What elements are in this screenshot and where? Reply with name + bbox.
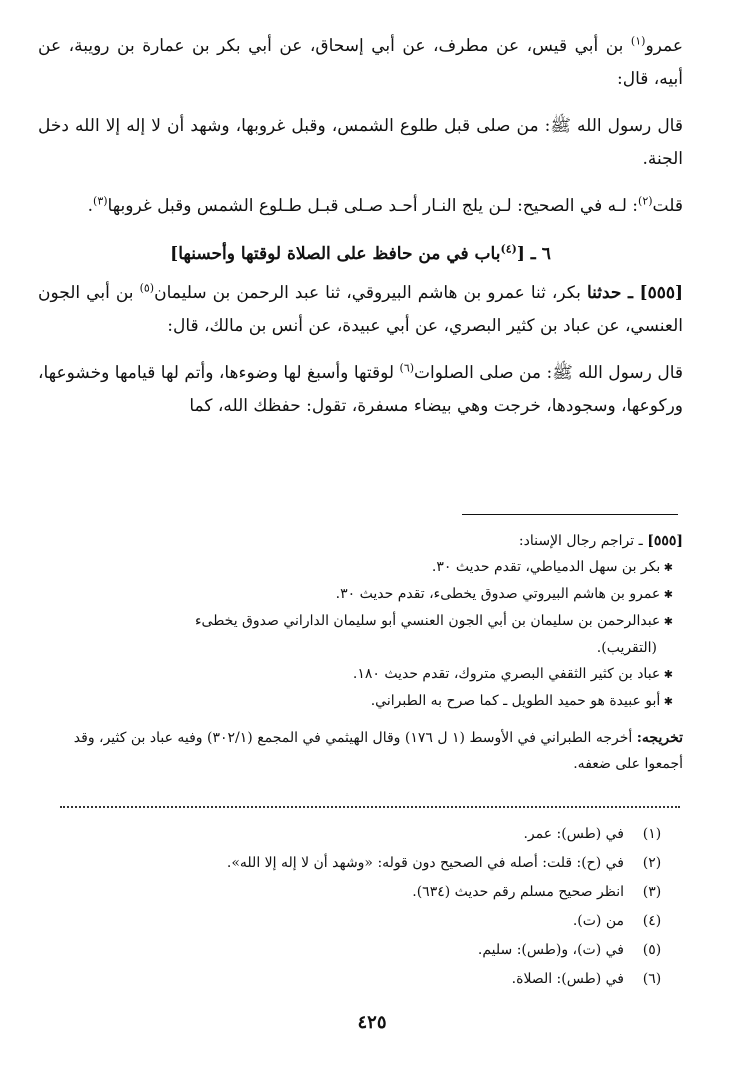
- paragraph-hadith-1: قال رسول الله ﷺ: من صلى قبل طلوع الشمس، وقبل غروبها، وشهد أن لا إله إلا الله دخل الجنة.: [38, 116, 683, 169]
- heading-number: ٦ ـ [: [516, 244, 551, 264]
- text: أخرجه الطبراني في الأوسط (١ ل ١٧٦) وقال الهيثمي في المجمع (٣٠٢/١) وفيه عباد بن كثير، وقد أجمعوا على ضعفه.: [73, 730, 683, 772]
- text: عمرو: [645, 36, 683, 56]
- footnote-number: (٥): [642, 942, 662, 958]
- footnote-number: (١): [642, 826, 662, 842]
- footnote-number: (٢): [642, 855, 662, 871]
- narrator-item: ✱ عبدالرحمن بن سليمان بن أبي الجون العنسي أبو سليمان الداراني صدوق يخطىء: [38, 608, 683, 635]
- footnotes: [60, 820, 680, 994]
- text: بن أبي الجون العنسي، عن عباد بن كثير البصري، عن أبي عبيدة، عن أنس بن مالك، قال:: [38, 283, 683, 336]
- chapter-heading: [38, 237, 683, 271]
- main-text: [38, 30, 683, 423]
- takhrij-label: تخريجه:: [636, 730, 683, 746]
- narrator-item-continued: (التقريب).: [596, 640, 657, 656]
- hadith-number: [٥٥٥] ـ حدثنا: [586, 283, 684, 303]
- text: .: [87, 196, 94, 216]
- footnote-text: في (طس): عمر.: [523, 826, 624, 842]
- notes-heading: [38, 528, 683, 554]
- text: بن أبي قيس، عن مطرف، عن أبي إسحاق، عن أبي بكر بن عمارة بن رويبة، عن أبيه، قال:: [38, 36, 683, 89]
- footnote-ref[interactable]: (٥): [139, 281, 155, 295]
- footnote-text: في (ح): قلت: أصله في الصحيح دون قوله: «وشهد أن لا إله إلا الله».: [226, 855, 624, 871]
- paragraph-hadith-2: [38, 357, 683, 423]
- footnote-text: انظر صحيح مسلم رقم حديث (٦٣٤).: [412, 884, 624, 900]
- footnote-item: [60, 907, 680, 936]
- text: لوقتها وأسبغ لها وضوءها، وأتم لها قيامها وخشوعها، وركوعها، وسجودها، خرجت وهي بيضاء مسفرة، تقول: حفظك الله، كما: [38, 363, 683, 416]
- footnote-item: [60, 849, 680, 878]
- heading-text: باب في من حافظ على الصلاة لوقتها وأحسنها]: [170, 244, 501, 264]
- page-number: ٤٢٥: [357, 1012, 387, 1033]
- text: ـ تراجم رجال الإسناد:: [518, 533, 648, 549]
- footnote-item: [60, 965, 680, 994]
- narrator-item: ✱ عمرو بن هاشم البيروتي صدوق يخطىء، تقدم حديث ٣٠.: [38, 581, 683, 608]
- footnote-item: [60, 936, 680, 965]
- footnote-separator: [60, 806, 680, 808]
- footnote-number: (٣): [642, 884, 662, 900]
- footnote-ref[interactable]: (٤): [500, 242, 517, 256]
- footnote-ref[interactable]: (١): [630, 34, 646, 48]
- footnote-item: [60, 820, 680, 849]
- hadith-number: [٥٥٥]: [647, 533, 683, 549]
- footnote-number: (٤): [642, 913, 662, 929]
- footnote-number: (٦): [642, 971, 662, 987]
- footnote-text: في (طس): الصلاة.: [511, 971, 624, 987]
- paragraph-comment: [38, 190, 683, 223]
- narrator-item: ✱ بكر بن سهل الدمياطي، تقدم حديث ٣٠.: [38, 554, 683, 581]
- text: قال رسول الله ﷺ: من صلى الصلوات: [414, 363, 683, 383]
- footnote-ref[interactable]: (٢): [638, 194, 653, 208]
- footnote-ref[interactable]: (٦): [399, 361, 415, 375]
- paragraph-isnad-1: [38, 30, 683, 96]
- footnote-text: من (ت).: [572, 913, 624, 929]
- narrator-item: ✱ عباد بن كثير الثقفي البصري متروك، تقدم حديث ١٨٠.: [38, 661, 683, 688]
- footnote-ref[interactable]: (٣): [93, 194, 108, 208]
- footnote-item: [60, 878, 680, 907]
- paragraph-isnad-2: [38, 277, 683, 343]
- narrator-notes: [38, 528, 683, 777]
- narrator-item: ✱ أبو عبيدة هو حميد الطويل ـ كما صرح به الطبراني.: [38, 688, 683, 715]
- text: : لـه في الصحيح: لـن يلج النـار أحـد صـلى قبـل طـلوع الشمس وقبل غروبها: [107, 196, 639, 216]
- takhrij-paragraph: [38, 725, 683, 777]
- footnote-text: في (ت)، و(طس): سليم.: [477, 942, 624, 958]
- text: قلت: [652, 196, 683, 216]
- text: بكر، ثنا عمرو بن هاشم البيروقي، ثنا عبد الرحمن بن سليمان: [154, 283, 587, 303]
- divider-line: [462, 514, 678, 515]
